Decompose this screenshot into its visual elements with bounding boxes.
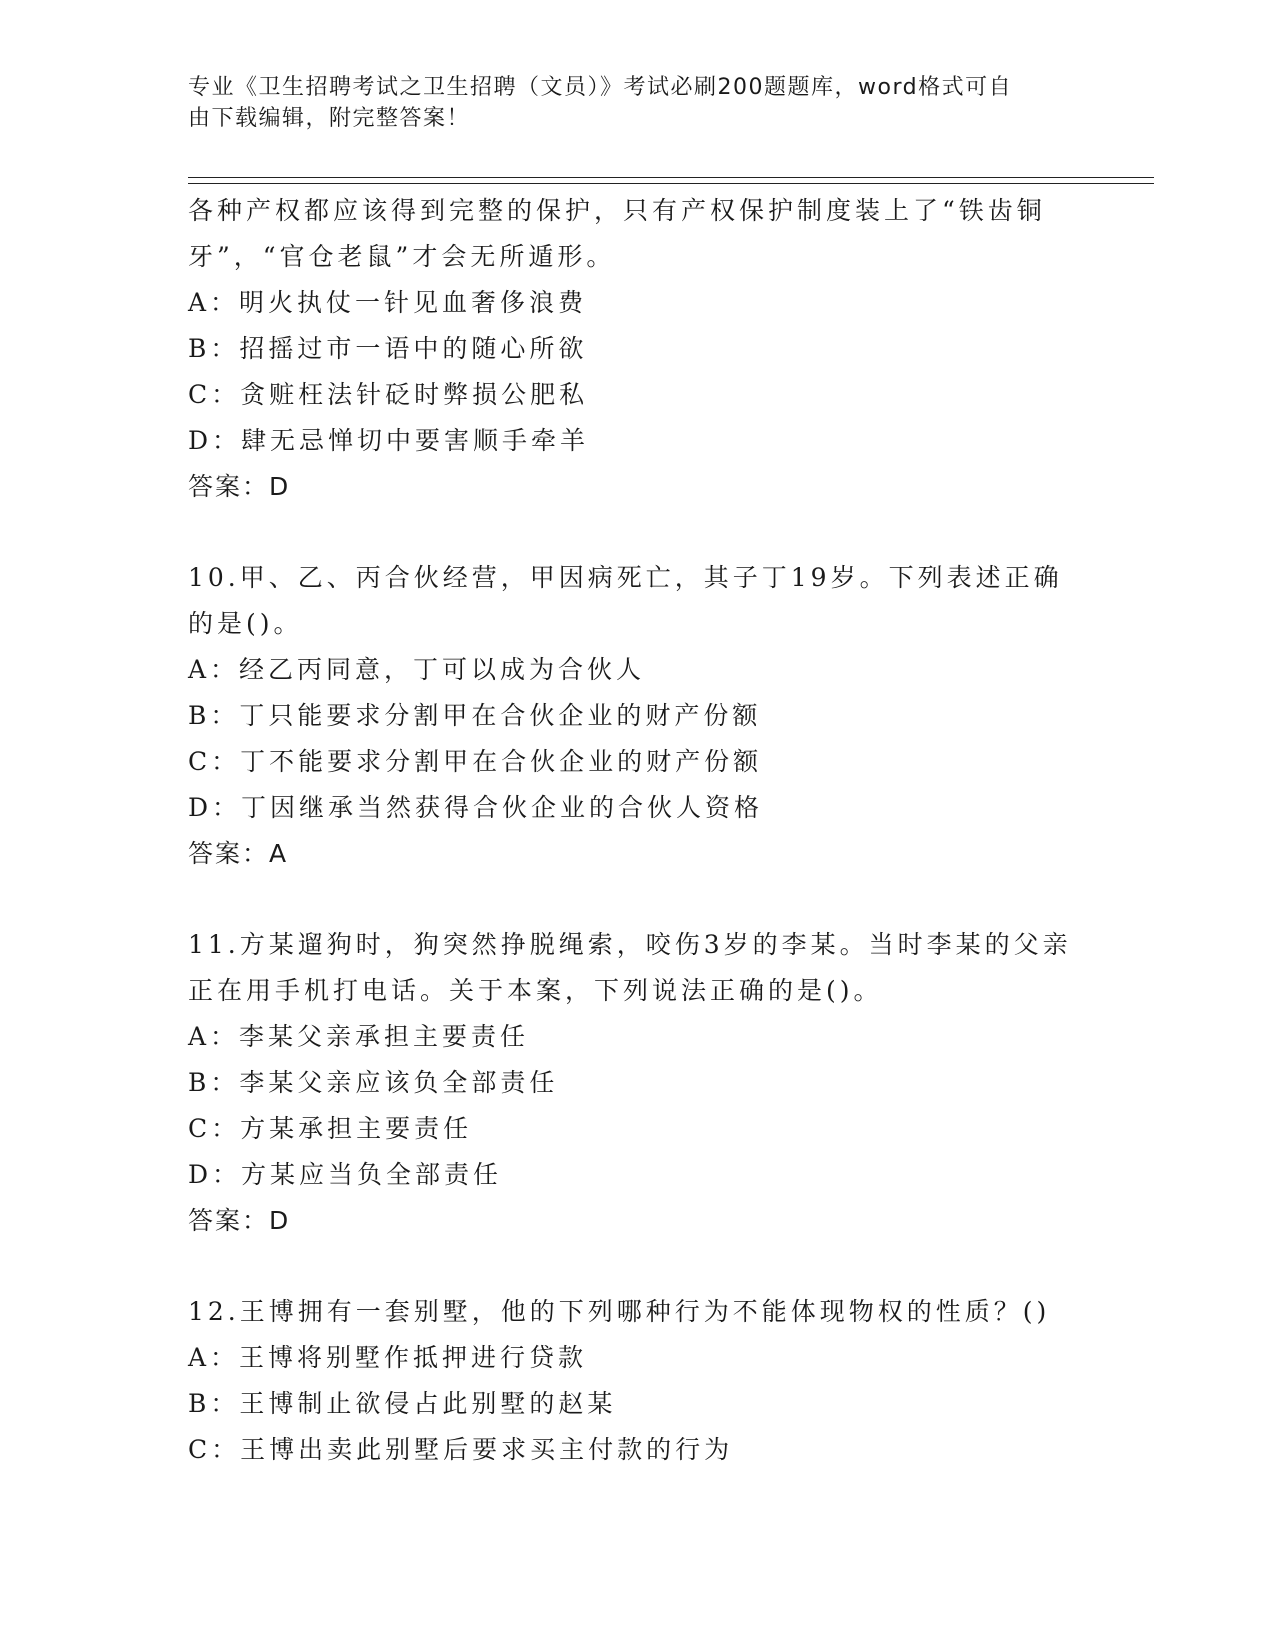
question-11 [188, 922, 1088, 1244]
question-stem: 12.王博拥有一套别墅，他的下列哪种行为不能体现物权的性质？() [188, 1297, 1051, 1326]
question-gap [188, 510, 1088, 555]
question-stem: 11.方某遛狗时，狗突然挣脱绳索，咬伤3岁的李某。当时李某的父亲 [188, 930, 1072, 959]
question-10 [188, 555, 1088, 877]
document-header [188, 72, 1068, 134]
question-stem: 的是()。 [188, 609, 303, 638]
question-12 [188, 1289, 1088, 1473]
option-b: B：王博制止欲侵占此别墅的赵某 [188, 1389, 617, 1418]
question-stem: 正在用手机打电话。关于本案，下列说法正确的是()。 [188, 976, 883, 1005]
option-c: C：丁不能要求分割甲在合伙企业的财产份额 [188, 747, 763, 776]
option-b: B：丁只能要求分割甲在合伙企业的财产份额 [188, 701, 762, 730]
header-divider-bottom [188, 183, 1154, 184]
question-list [188, 188, 1088, 1473]
option-d: D：方某应当负全部责任 [188, 1160, 503, 1189]
option-a: A：李某父亲承担主要责任 [188, 1022, 530, 1051]
question-stem: 牙”，“官仓老鼠”才会无所遁形。 [188, 242, 616, 271]
question-9 [188, 188, 1088, 510]
answer: 答案：A [188, 839, 289, 868]
header-divider-top [188, 177, 1154, 178]
option-a: A：王博将别墅作抵押进行贷款 [188, 1343, 588, 1372]
option-d: D：丁因继承当然获得合伙企业的合伙人资格 [188, 793, 764, 822]
option-b: B：李某父亲应该负全部责任 [188, 1068, 559, 1097]
question-gap [188, 877, 1088, 922]
option-c: C：贪赃枉法针砭时弊损公肥私 [188, 380, 589, 409]
option-a: A：经乙丙同意，丁可以成为合伙人 [188, 655, 646, 684]
option-d: D：肆无忌惮切中要害顺手牵羊 [188, 426, 590, 455]
option-c: C：王博出卖此别墅后要求买主付款的行为 [188, 1435, 734, 1464]
answer: 答案：D [188, 1206, 291, 1235]
question-stem: 各种产权都应该得到完整的保护，只有产权保护制度装上了“铁齿铜 [188, 196, 1046, 225]
answer: 答案：D [188, 472, 291, 501]
question-stem: 10.甲、乙、丙合伙经营，甲因病死亡，其子丁19岁。下列表述正确 [188, 563, 1063, 592]
question-gap [188, 1244, 1088, 1289]
option-a: A：明火执仗一针见血奢侈浪费 [188, 288, 588, 317]
header-line-2: 由下载编辑，附完整答案！ [188, 106, 471, 131]
option-c: C：方某承担主要责任 [188, 1114, 473, 1143]
header-line-1: 专业《卫生招聘考试之卫生招聘（文员）》考试必刷200题题库，word格式可自 [188, 75, 1013, 100]
option-b: B：招摇过市一语中的随心所欲 [188, 334, 588, 363]
